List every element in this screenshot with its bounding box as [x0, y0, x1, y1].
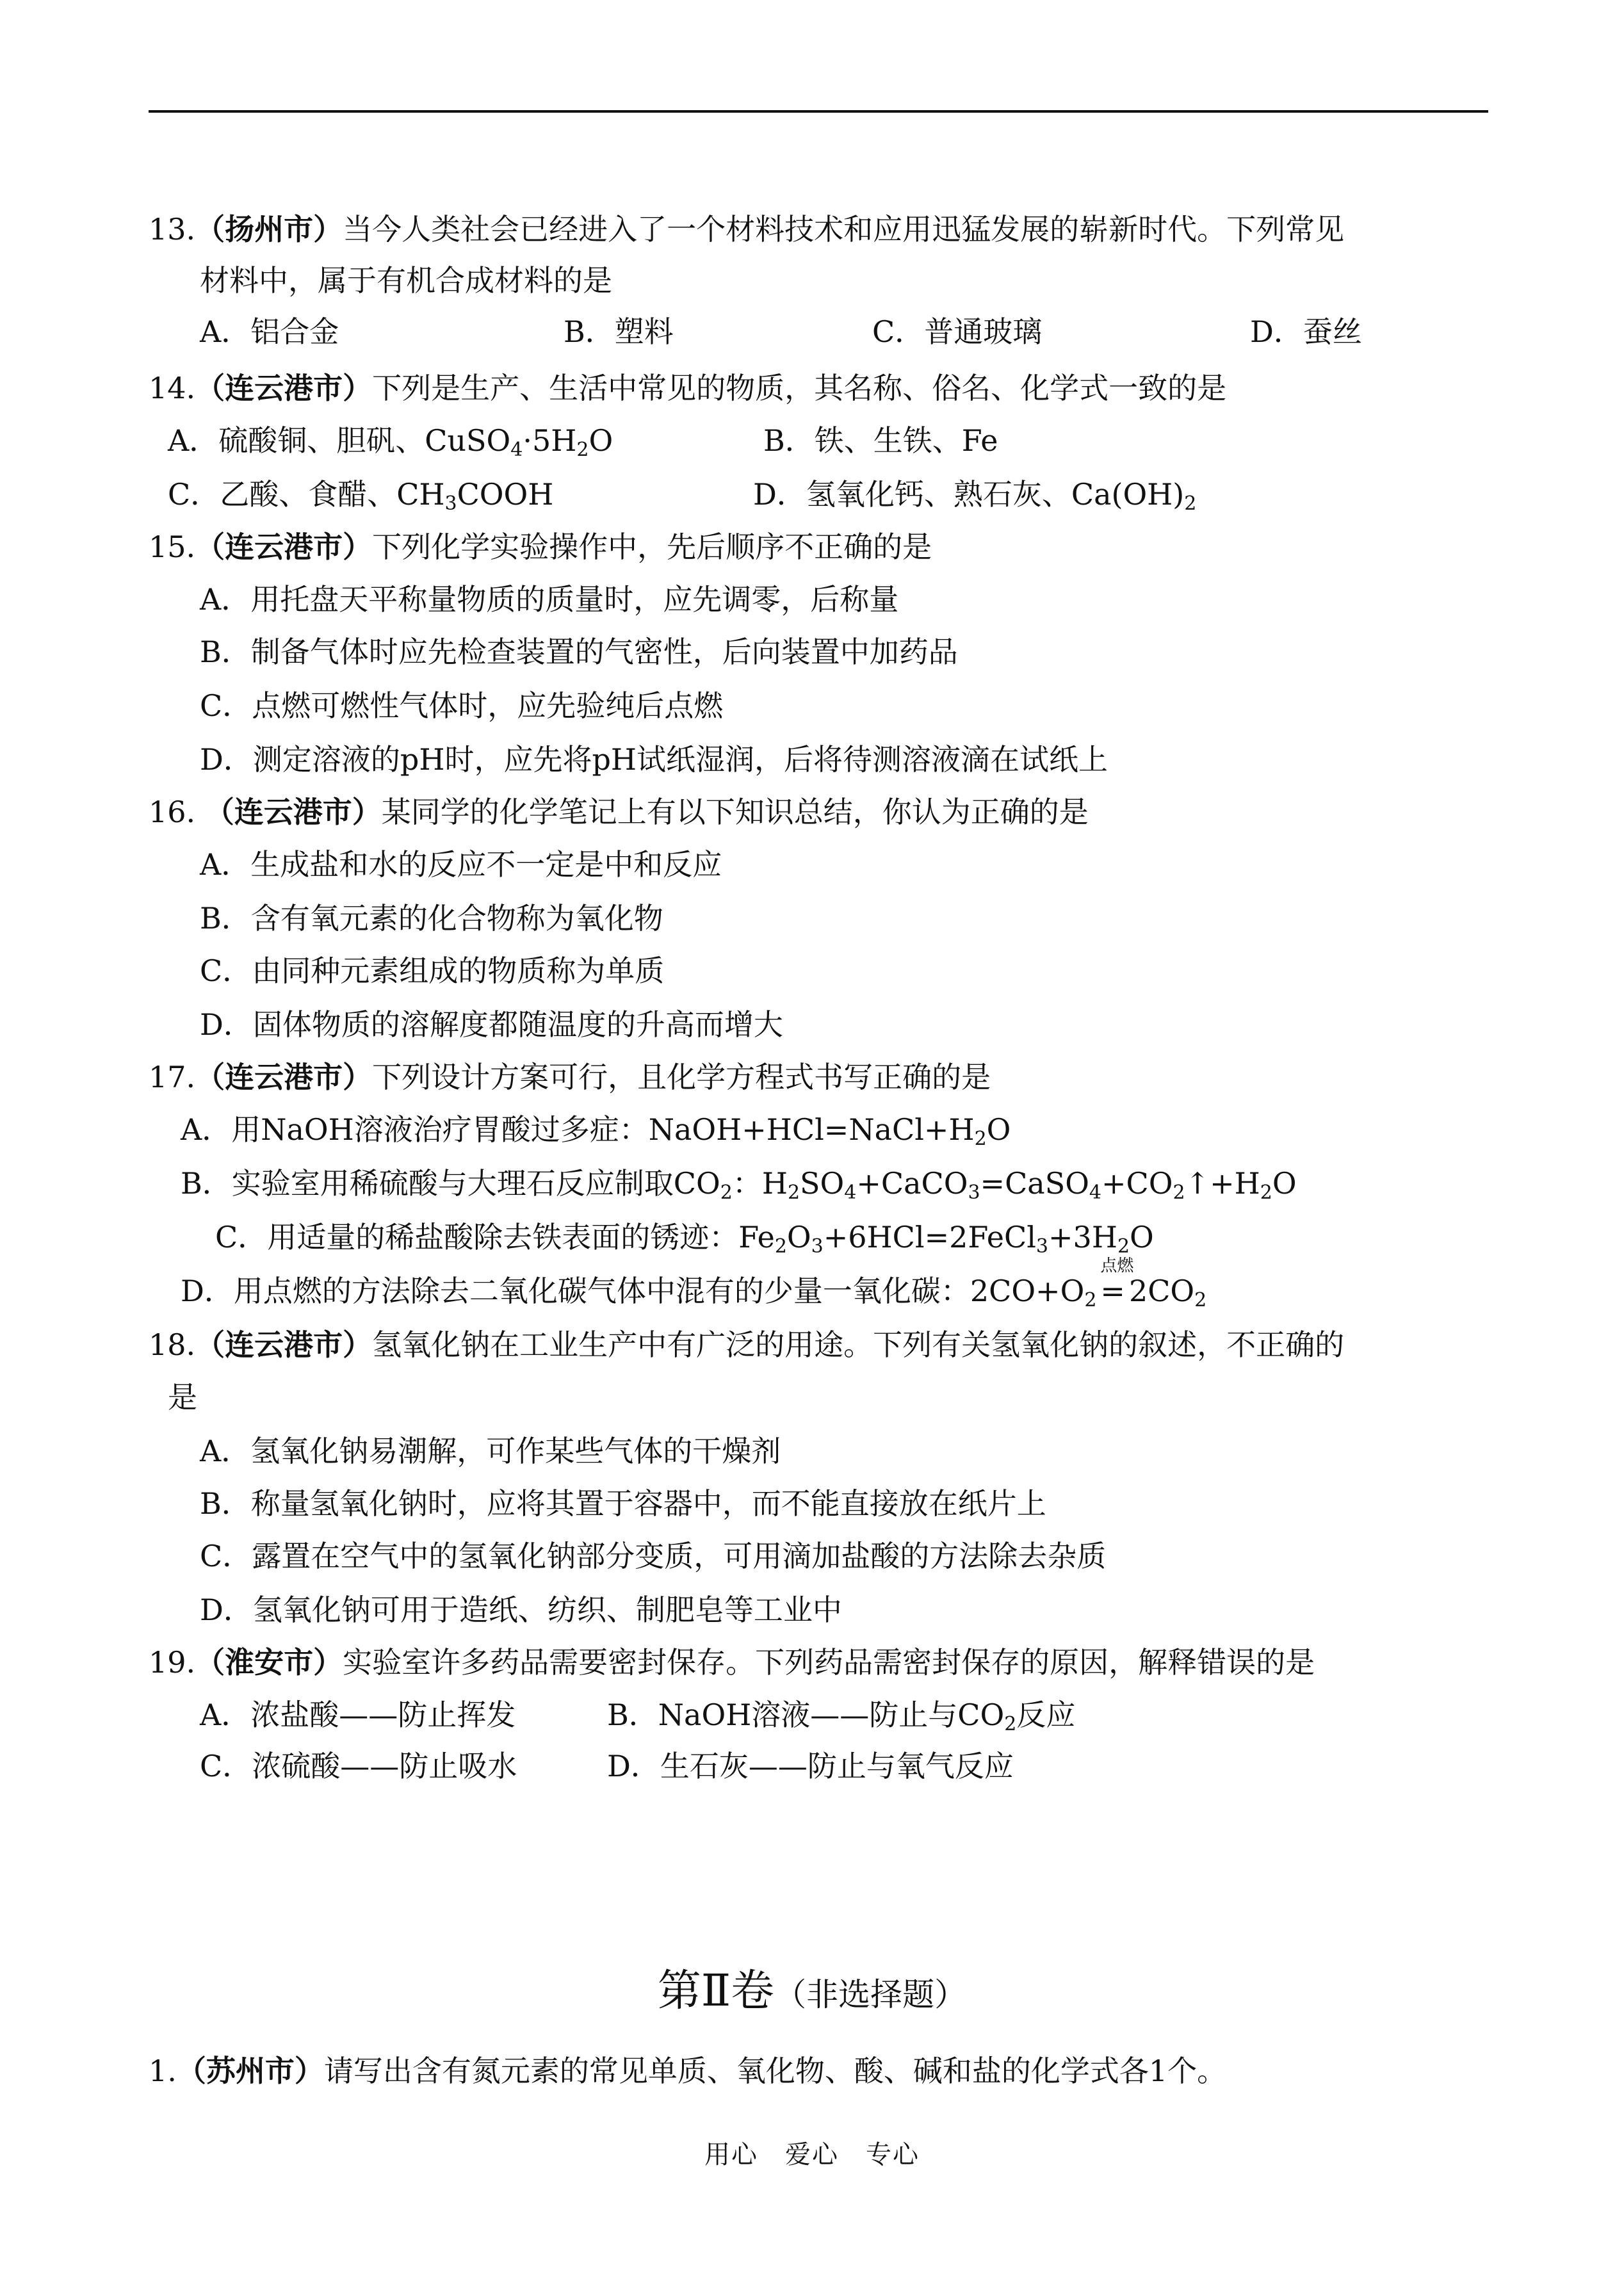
- question-13-option-a: A．铝合金: [200, 314, 339, 349]
- question-14-stem: 14.（连云港市）下列是生产、生活中常见的物质，其名称、俗名、化学式一致的是: [149, 371, 1227, 405]
- question-13-stem: 13.（扬州市）当今人类社会已经进入了一个材料技术和应用迅猛发展的崭新时代。下列常见: [149, 212, 1345, 247]
- section-title: 第Ⅱ卷（非选择题）: [657, 1966, 967, 2016]
- question-18-option-b: B．称量氢氧化钠时，应将其置于容器中，而不能直接放在纸片上: [200, 1486, 1046, 1521]
- section-subtitle: （非选择题）: [774, 1976, 967, 2013]
- question-15-option-c: C．点燃可燃性气体时，应先验纯后点燃: [200, 688, 724, 723]
- question-17-option-c: C．用适量的稀盐酸除去铁表面的锈迹：$Fe_2O_3+6HCl=2FeCl_3+3H_2O$: [215, 1220, 1154, 1258]
- question-18-option-a: A．氢氧化钠易潮解，可作某些气体的干燥剂: [200, 1434, 781, 1468]
- question-19-option-d: D．生石灰——防止与氧气反应: [607, 1749, 1014, 1783]
- question-16-option-c: C．由同种元素组成的物质称为单质: [200, 953, 665, 988]
- question-16-stem: 16. （连云港市）某同学的化学笔记上有以下知识总结，你认为正确的是: [149, 795, 1089, 829]
- question-15-option-b: B．制备气体时应先检查装置的气密性，后向装置中加药品: [200, 635, 958, 669]
- question-15-option-a: A．用托盘天平称量物质的质量时，应先调零，后称量: [200, 582, 899, 617]
- question-16-option-b: B．含有氧元素的化合物称为氧化物: [200, 901, 663, 936]
- question-18-option-c: C．露置在空气中的氢氧化钠部分变质，可用滴加盐酸的方法除去杂质: [200, 1539, 1107, 1573]
- page-footer: 用心 爱心 专心: [704, 2140, 920, 2169]
- question-14-option-d: D．氢氧化钙、熟石灰、$Ca(OH)_2$: [753, 477, 1197, 515]
- question-16-option-a: A．生成盐和水的反应不一定是中和反应: [200, 847, 722, 882]
- question-18-stem-cont: 是: [168, 1380, 197, 1415]
- question-13-option-b: B．塑料: [564, 314, 674, 349]
- question-17-option-b: B．实验室用稀硫酸与大理石反应制取$CO_2$：$H_2SO_4+CaCO_3=CaSO_4+CO_2↑+H_2O$: [181, 1166, 1297, 1204]
- question-19-option-b: B．NaOH溶液——防止与$CO_2$反应: [607, 1698, 1076, 1735]
- question-14-option-b: B．铁、生铁、Fe: [763, 423, 998, 458]
- question-19-stem: 19.（淮安市）实验室许多药品需要密封保存。下列药品需密封保存的原因，解释错误的是: [149, 1645, 1315, 1680]
- question-14-option-c: C．乙酸、食醋、$CH_3COOH$: [168, 477, 554, 515]
- question-15-option-d: D．测定溶液的pH时，应先将pH试纸湿润，后将待测溶液滴在试纸上: [200, 742, 1108, 777]
- question-16-option-d: D．固体物质的溶解度都随温度的升高而增大: [200, 1007, 783, 1042]
- question-13-option-c: C．普通玻璃: [872, 314, 1043, 349]
- question-19-option-a: A．浓盐酸——防止挥发: [200, 1698, 516, 1732]
- question-19-option-c: C．浓硫酸——防止吸水: [200, 1749, 517, 1783]
- question-17-stem: 17.（连云港市）下列设计方案可行，且化学方程式书写正确的是: [149, 1060, 991, 1094]
- question-18-stem: 18.（连云港市）氢氧化钠在工业生产中有广泛的用途。下列有关氢氧化钠的叙述，不正确的: [149, 1327, 1345, 1362]
- question-17-option-a: A．用NaOH溶液治疗胃酸过多症：$NaOH+HCl=NaCl+H_2O$: [181, 1112, 1011, 1150]
- question-13-stem-cont: 材料中，属于有机合成材料的是: [200, 263, 612, 298]
- question-13-option-d: D．蚕丝: [1250, 314, 1362, 349]
- question-18-option-d: D．氢氧化钠可用于造纸、纺织、制肥皂等工业中: [200, 1593, 842, 1627]
- question-17-option-d: D．用点燃的方法除去二氧化碳气体中混有的少量一氧化碳：$2CO+O_2$ 点燃 = $2CO_2$: [181, 1256, 1207, 1311]
- question-14-option-a: A．硫酸铜、胆矾、$CuSO_4\cdot 5H_2O$: [168, 423, 613, 461]
- header-rule: [149, 110, 1488, 113]
- reaction-condition: 点燃 =: [1100, 1256, 1134, 1308]
- question-15-stem: 15.（连云港市）下列化学实验操作中，先后顺序不正确的是: [149, 530, 932, 564]
- part2-question-1: 1.（苏州市）请写出含有氮元素的常见单质、氧化物、酸、碱和盐的化学式各1个。: [149, 2054, 1227, 2088]
